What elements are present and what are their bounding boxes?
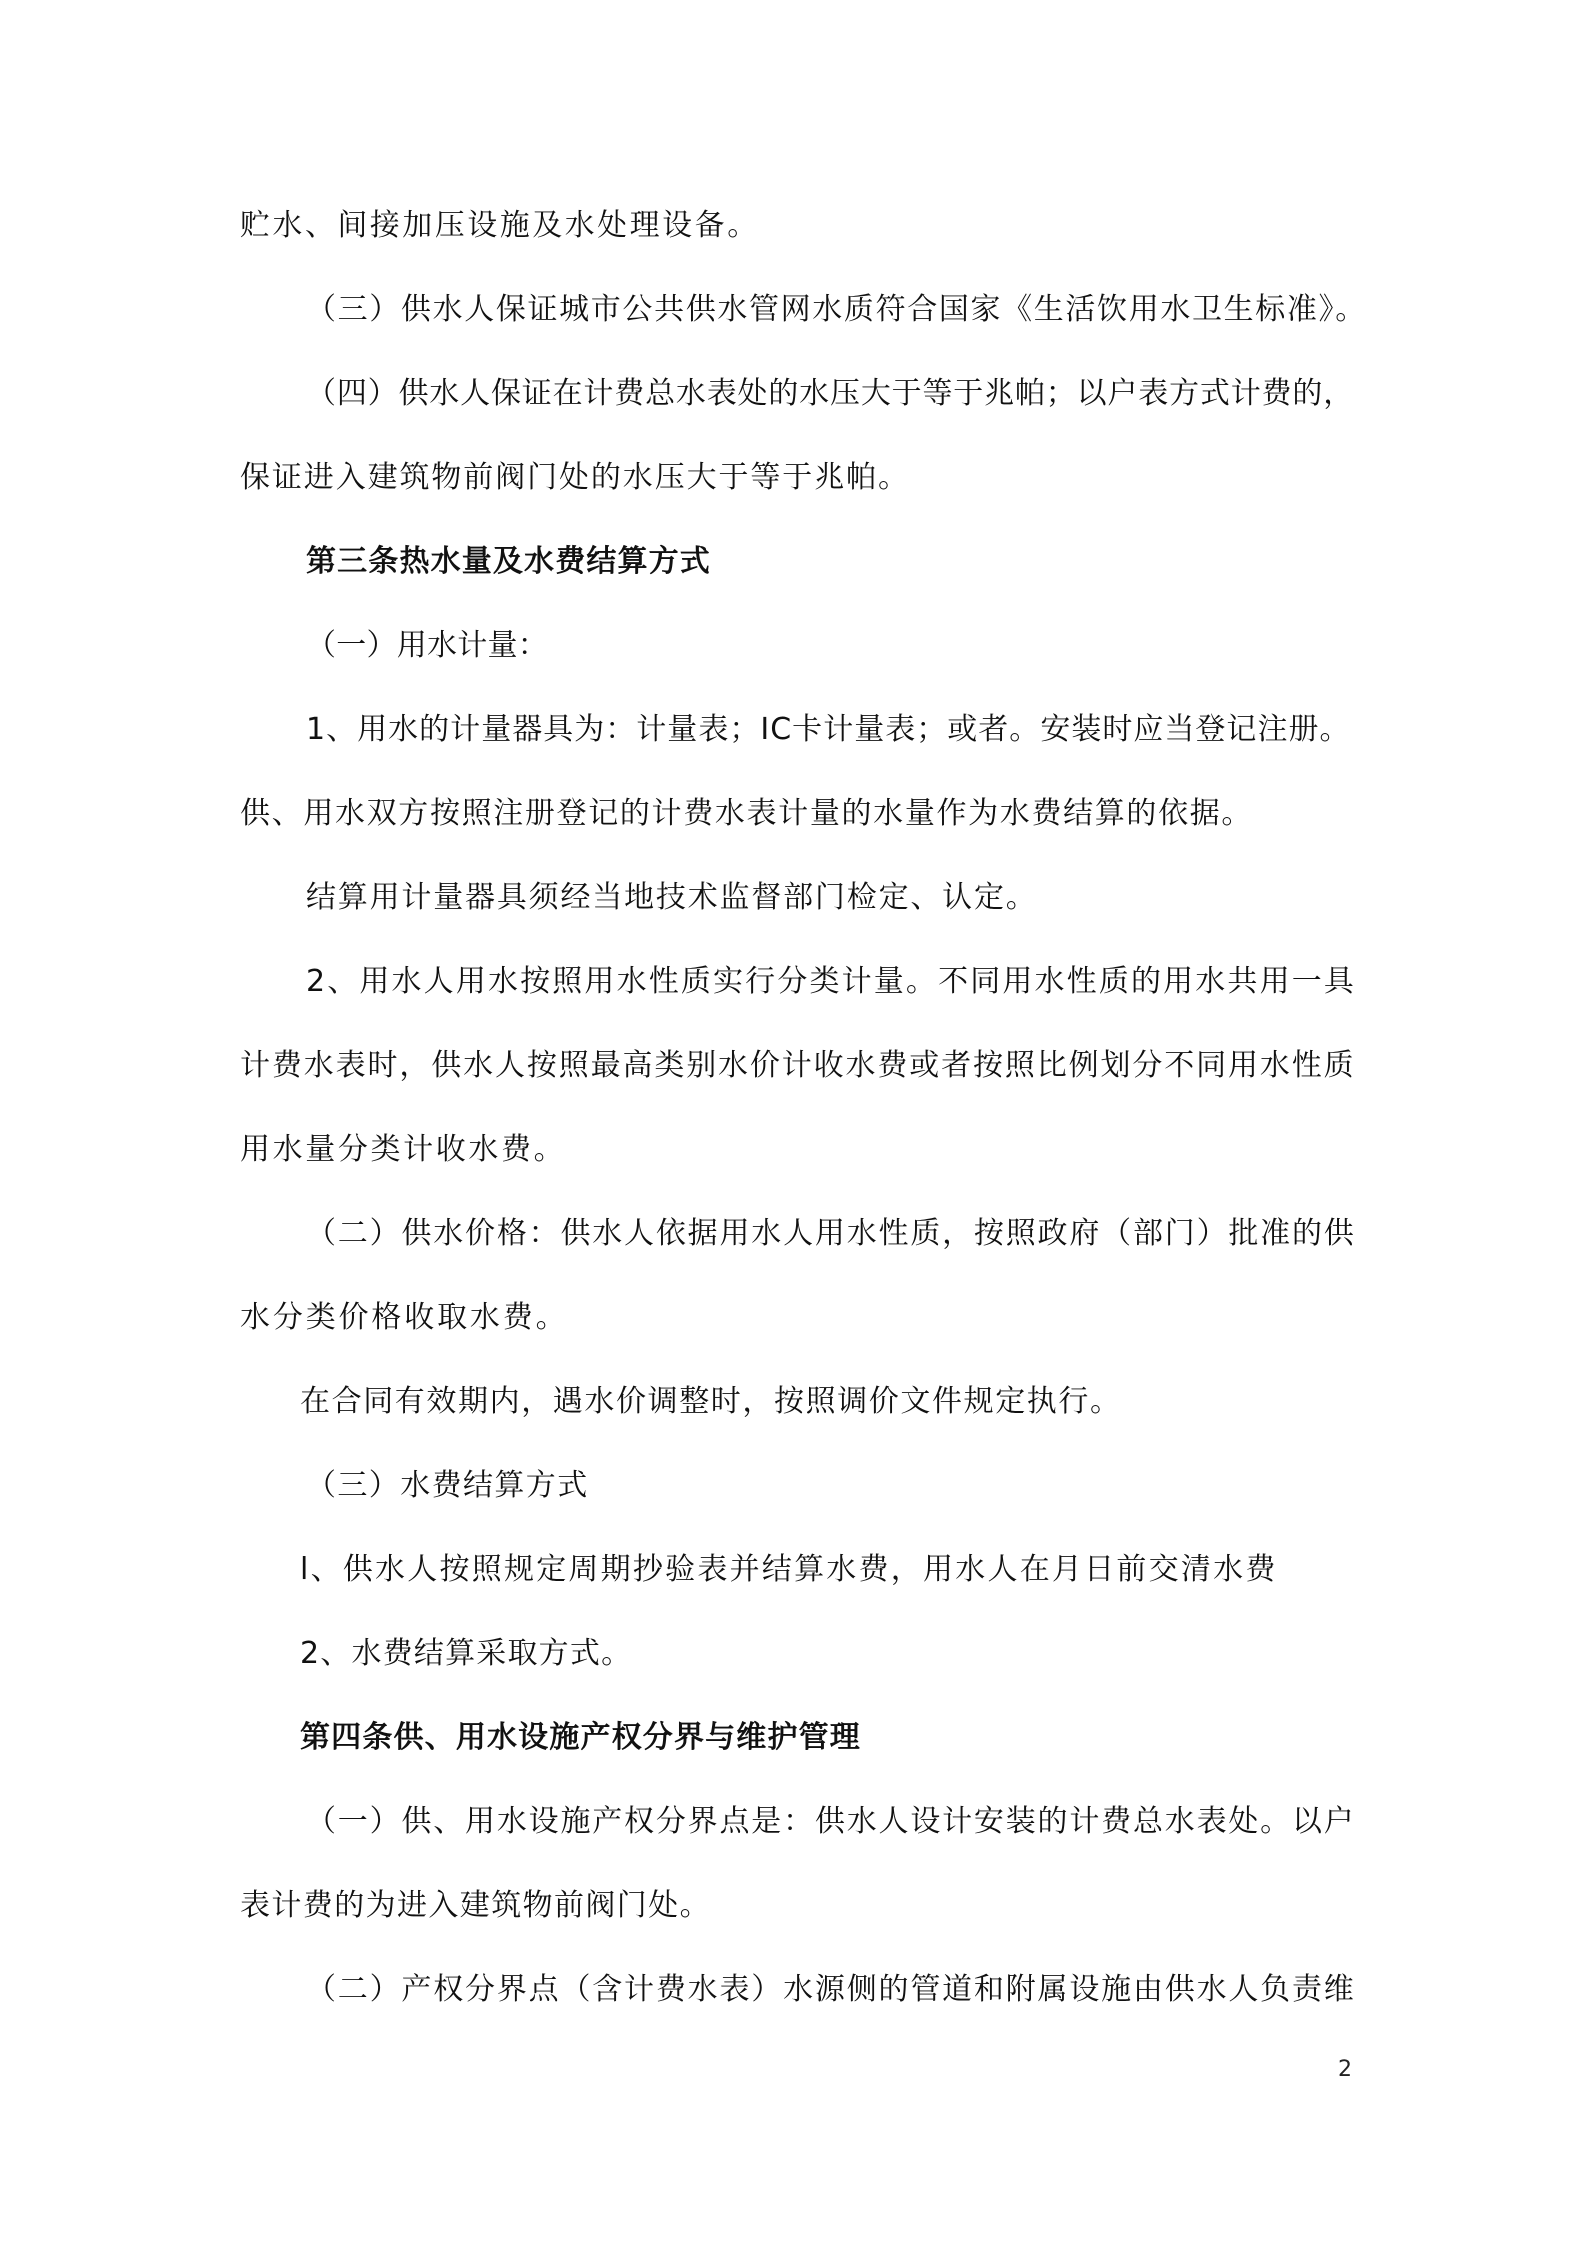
body-line-11: 计费水表时，供水人按照最高类别水价计收水费或者按照比例划分不同用水性质: [240, 1048, 1356, 1083]
body-line-1: 贮水、间接加压设施及水处理设备。: [240, 208, 760, 243]
body-line-21: 表计费的为进入建筑物前阀门处。: [240, 1888, 711, 1923]
article-4-heading: 第四条供、用水设施产权分界与维护管理: [300, 1720, 861, 1755]
body-line-13: （二）供水价格：供水人依据用水人用水性质，按照政府（部门）批准的供: [306, 1216, 1356, 1251]
page-number: 2: [1338, 2057, 1352, 2082]
body-line-9: 结算用计量器具须经当地技术监督部门检定、认定。: [306, 880, 1038, 915]
section-heading-water-metering: （一）用水计量：: [306, 628, 549, 663]
body-line-15: 在合同有效期内，遇水价调整时，按照调价文件规定执行。: [300, 1384, 1122, 1419]
body-line-7: 1、用水的计量器具为：计量表；IC卡计量表；或者。安装时应当登记注册。: [306, 712, 1351, 747]
body-line-18: 2、水费结算采取方式。: [300, 1636, 633, 1671]
body-line-3: （四）供水人保证在计费总水表处的水压大于等于兆帕；以户表方式计费的，: [306, 376, 1355, 411]
article-3-heading: 第三条热水量及水费结算方式: [306, 544, 711, 579]
body-line-14: 水分类价格收取水费。: [240, 1300, 569, 1335]
body-line-8: 供、用水双方按照注册登记的计费水表计量的水量作为水费结算的依据。: [240, 796, 1254, 831]
body-line-22: （二）产权分界点（含计费水表）水源侧的管道和附属设施由供水人负责维: [306, 1972, 1356, 2007]
body-line-10: 2、用水人用水按照用水性质实行分类计量。不同用水性质的用水共用一具: [306, 964, 1357, 999]
body-line-2: （三）供水人保证城市公共供水管网水质符合国家《生活饮用水卫生标准》。: [306, 292, 1367, 327]
body-line-4: 保证进入建筑物前阀门处的水压大于等于兆帕。: [240, 460, 910, 495]
body-line-12: 用水量分类计收水费。: [240, 1132, 567, 1167]
body-line-17: l、供水人按照规定周期抄验表并结算水费，用水人在月日前交清水费: [300, 1552, 1278, 1587]
section-heading-fee-settlement: （三）水费结算方式: [306, 1468, 589, 1503]
body-line-20: （一）供、用水设施产权分界点是：供水人设计安装的计费总水表处。以户: [306, 1804, 1356, 1839]
